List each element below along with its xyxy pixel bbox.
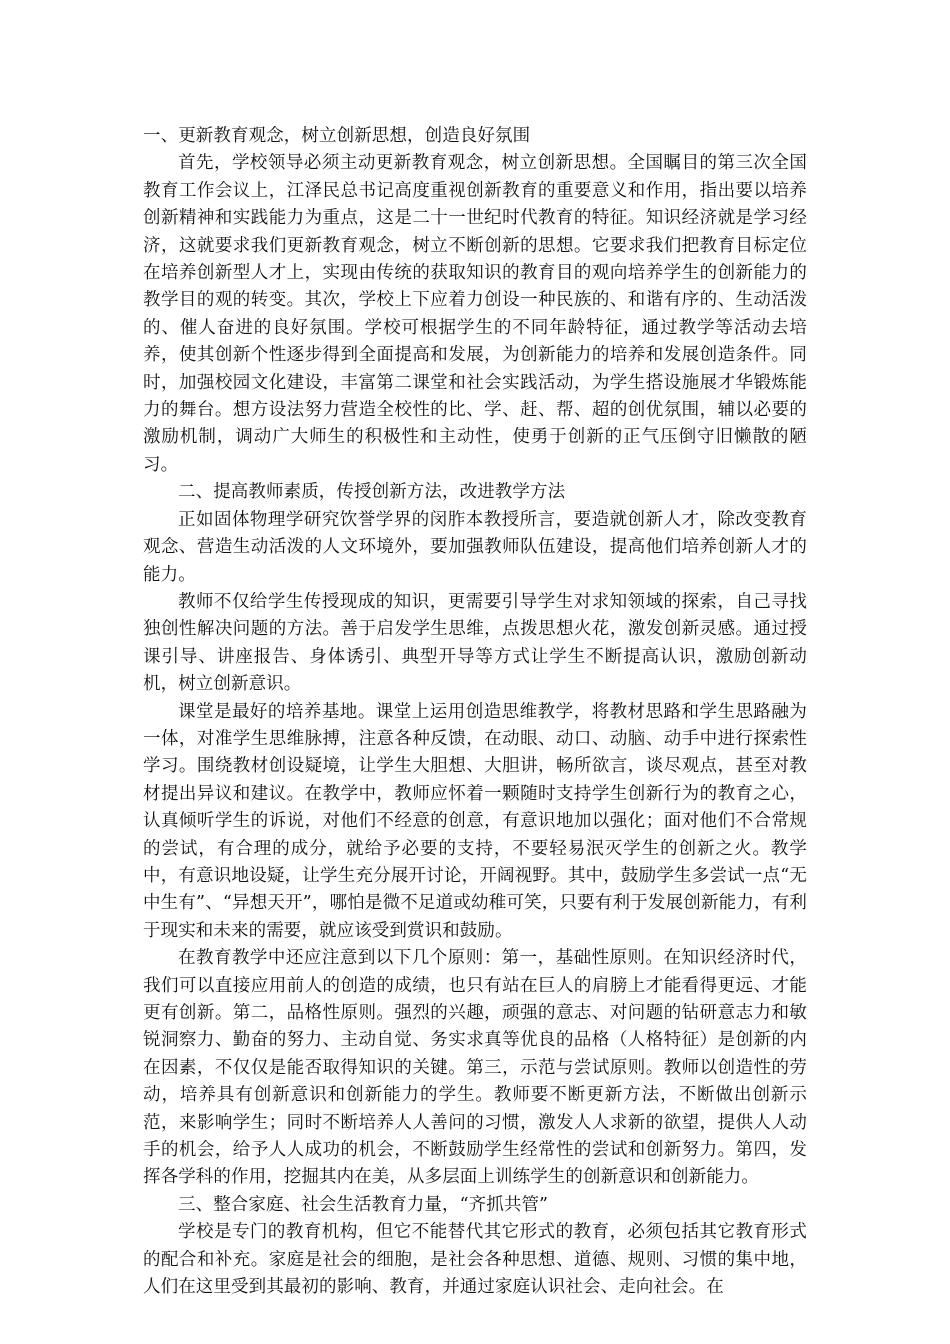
paragraph-2: 正如固体物理学研究饮誉学界的闵胙本教授所言，要造就创新人才，除改变教育观念、营造生动活泼的人文环境外，要加强教师队伍建设，提高他们培养创新人才的能力。 [143,509,807,585]
section-heading-1: 一、更新教育观念，树立创新思想，创造良好氛围 [143,126,531,146]
section-heading-3: 三、整合家庭、社会生活教育力量，“齐抓共管” [178,1194,549,1215]
document-page [143,123,807,1301]
paragraph-6: 学校是专门的教育机构，但它不能替代其它形式的教育，必须包括其它教育形式的配合和补充。家庭是社会的细胞，是社会各种思想、道德、规则、习惯的集中地，人们在这里受到其最初的影响、教育，并通过家庭认识社会、走向社会。在 [143,1222,807,1298]
paragraph-5: 在教育教学中还应注意到以下几个原则：第一，基础性原则。在知识经济时代，我们可以直接应用前人的创造的成绩，也只有站在巨人的肩膀上才能看得更远、才能更有创新。第二，品格性原则。强烈的兴趣，顽强的意志、对问题的钻研意志力和敏锐洞察力、勤奋的努力、主动自觉、务实求真等优良的品格（人格特征）是创新的内在因素，不仅仅是能否取得知识的关键。第三，示范与尝试原则。教师以创造性的劳动，培养具有创新意识和创新能力的学生。教师要不断更新方法，不断做出创新示范，来影响学生；同时不断培养人人善问的习惯，激发人人求新的欲望，提供人人动手的机会，给予人人成功的机会，不断鼓励学生经常性的尝试和创新努力。第四，发挥各学科的作用，挖掘其内在美，从多层面上训练学生的创新意识和创新能力。 [143,948,807,1188]
paragraph-1: 首先，学校领导必须主动更新教育观念，树立创新思想。全国瞩目的第三次全国教育工作会议上，江泽民总书记高度重视创新教育的重要意义和作用，指出要以培养创新精神和实践能力为重点，这是二十一世纪时代教育的特征。知识经济就是学习经济，这就要求我们更新教育观念，树立不断创新的思想。它要求我们把教育目标定位在培养创新型人才上，实现由传统的获取知识的教育目的观向培养学生的创新能力的教学目的观的转变。其次，学校上下应着力创设一种民族的、和谐有序的、生动活泼的、催人奋进的良好氛围。学校可根据学生的不同年龄特征，通过教学等活动去培养，使其创新个性逐步得到全面提高和发展，为创新能力的培养和发展创造条件。同时，加强校园文化建设，丰富第二课堂和社会实践活动，为学生搭设施展才华锻炼能力的舞台。想方设法努力营造全校性的比、学、赶、帮、超的创优氛围，辅以必要的激励机制，调动广大师生的积极性和主动性，使勇于创新的正气压倒守旧懒散的陋习。 [143,153,807,475]
paragraph-4: 课堂是最好的培养基地。课堂上运用创造思维教学，将教材思路和学生思路融为一体，对准学生思维脉搏，注意各种反馈，在动眼、动口、动脑、动手中进行探索性学习。围绕教材创设疑境，让学生大胆想、大胆讲，畅所欲言，谈尽观点，甚至对教材提出异议和建议。在教学中，教师应怀着一颗随时支持学生创新行为的教育之心，认真倾听学生的诉说，对他们不经意的创意，有意识地加以强化；面对他们不合常规的尝试，有合理的成分，就给予必要的支持，不要轻易泯灭学生的创新之火。教学中，有意识地设疑，让学生充分展开讨论，开阔视野。其中，鼓励学生多尝试一点“无中生有”、“异想天开”，哪怕是微不足道或幼稚可笑，只要有利于发展创新能力，有利于现实和未来的需要，就应该受到赏识和鼓励。 [143,701,807,941]
section-heading-2: 二、提高教师素质，传授创新方法，改进教学方法 [178,482,566,503]
paragraph-3: 教师不仅给学生传授现成的知识，更需要引导学生对求知领域的探索，自己寻找独创性解决问题的方法。善于启发学生思维，点拨思想火花，激发创新灵感。通过授课引导、讲座报告、身体诱引、典型开导等方式让学生不断提高认识，激励创新动机，树立创新意识。 [143,591,807,695]
